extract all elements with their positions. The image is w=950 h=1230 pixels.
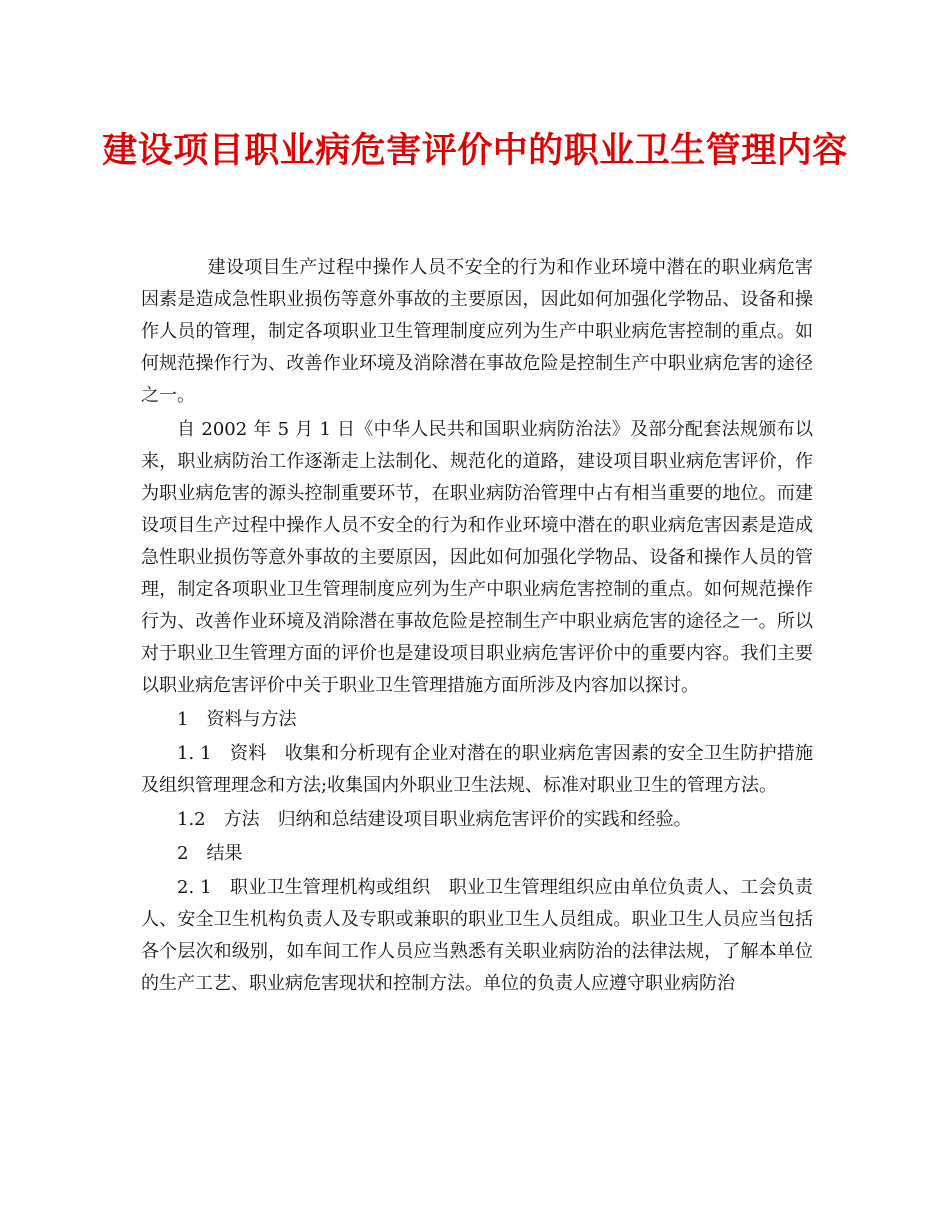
document-title: 建设项目职业病危害评价中的职业卫生管理内容 — [102, 130, 848, 171]
section-heading-results: 2 结果 — [177, 843, 243, 864]
paragraph-background: 自 2002 年 5 月 1 日《中华人民共和国职业病防治法》及部分配套法规颁布以来，职业病防治工作逐渐走上法制化、规范化的道路，建设项目职业病危害评价，作为职业病危害的源头控制重要环节，在职业病防治管理中占有相当重要的地位。而建设项目生产过程中操作人员不安全的行为和作业环境中潜在的职业病危害因素是造成急性职业损伤等意外事故的主要原因，因此如何加强化学物品、设备和操作人员的管理，制定各项职业卫生管理制度应列为生产中职业病危害控制的重点。如何规范操作行为、改善作业环境及消除潜在事故危险是控制生产中职业病危害的途径之一。所以对于职业卫生管理方面的评价也是建设项目职业病危害评价中的重要内容。我们主要以职业病危害评价中关于职业卫生管理措施方面所涉及内容加以探讨。 — [141, 419, 813, 696]
paragraph-intro: 建设项目生产过程中操作人员不安全的行为和作业环境中潜在的职业病危害因素是造成急性职业损伤等意外事故的主要原因，因此如何加强化学物品、设备和操作人员的管理，制定各项职业卫生管理制度应列为生产中职业病危害控制的重点。如何规范操作行为、改善作业环境及消除潜在事故危险是控制生产中职业病危害的途径之一。 — [141, 257, 813, 406]
paragraph-methods: 1.2 方法 归纳和总结建设项目职业病危害评价的实践和经验。 — [177, 809, 692, 830]
paragraph-management-organization: 2. 1 职业卫生管理机构或组织 职业卫生管理组织应由单位负责人、工会负责人、安全卫生机构负责人及专职或兼职的职业卫生人员组成。职业卫生人员应当包括各个层次和级别，如车间工作人员应当熟悉有关职业病防治的法律法规，了解本单位的生产工艺、职业病危害现状和控制方法。单位的负责人应遵守职业病防治 — [141, 877, 813, 994]
section-heading-materials-methods: 1 资料与方法 — [177, 709, 297, 730]
paragraph-materials: 1. 1 资料 收集和分析现有企业对潜在的职业病危害因素的安全卫生防护措施及组织管理理念和方法;收集国内外职业卫生法规、标准对职业卫生的管理方法。 — [141, 743, 813, 796]
document-body — [141, 252, 813, 1002]
